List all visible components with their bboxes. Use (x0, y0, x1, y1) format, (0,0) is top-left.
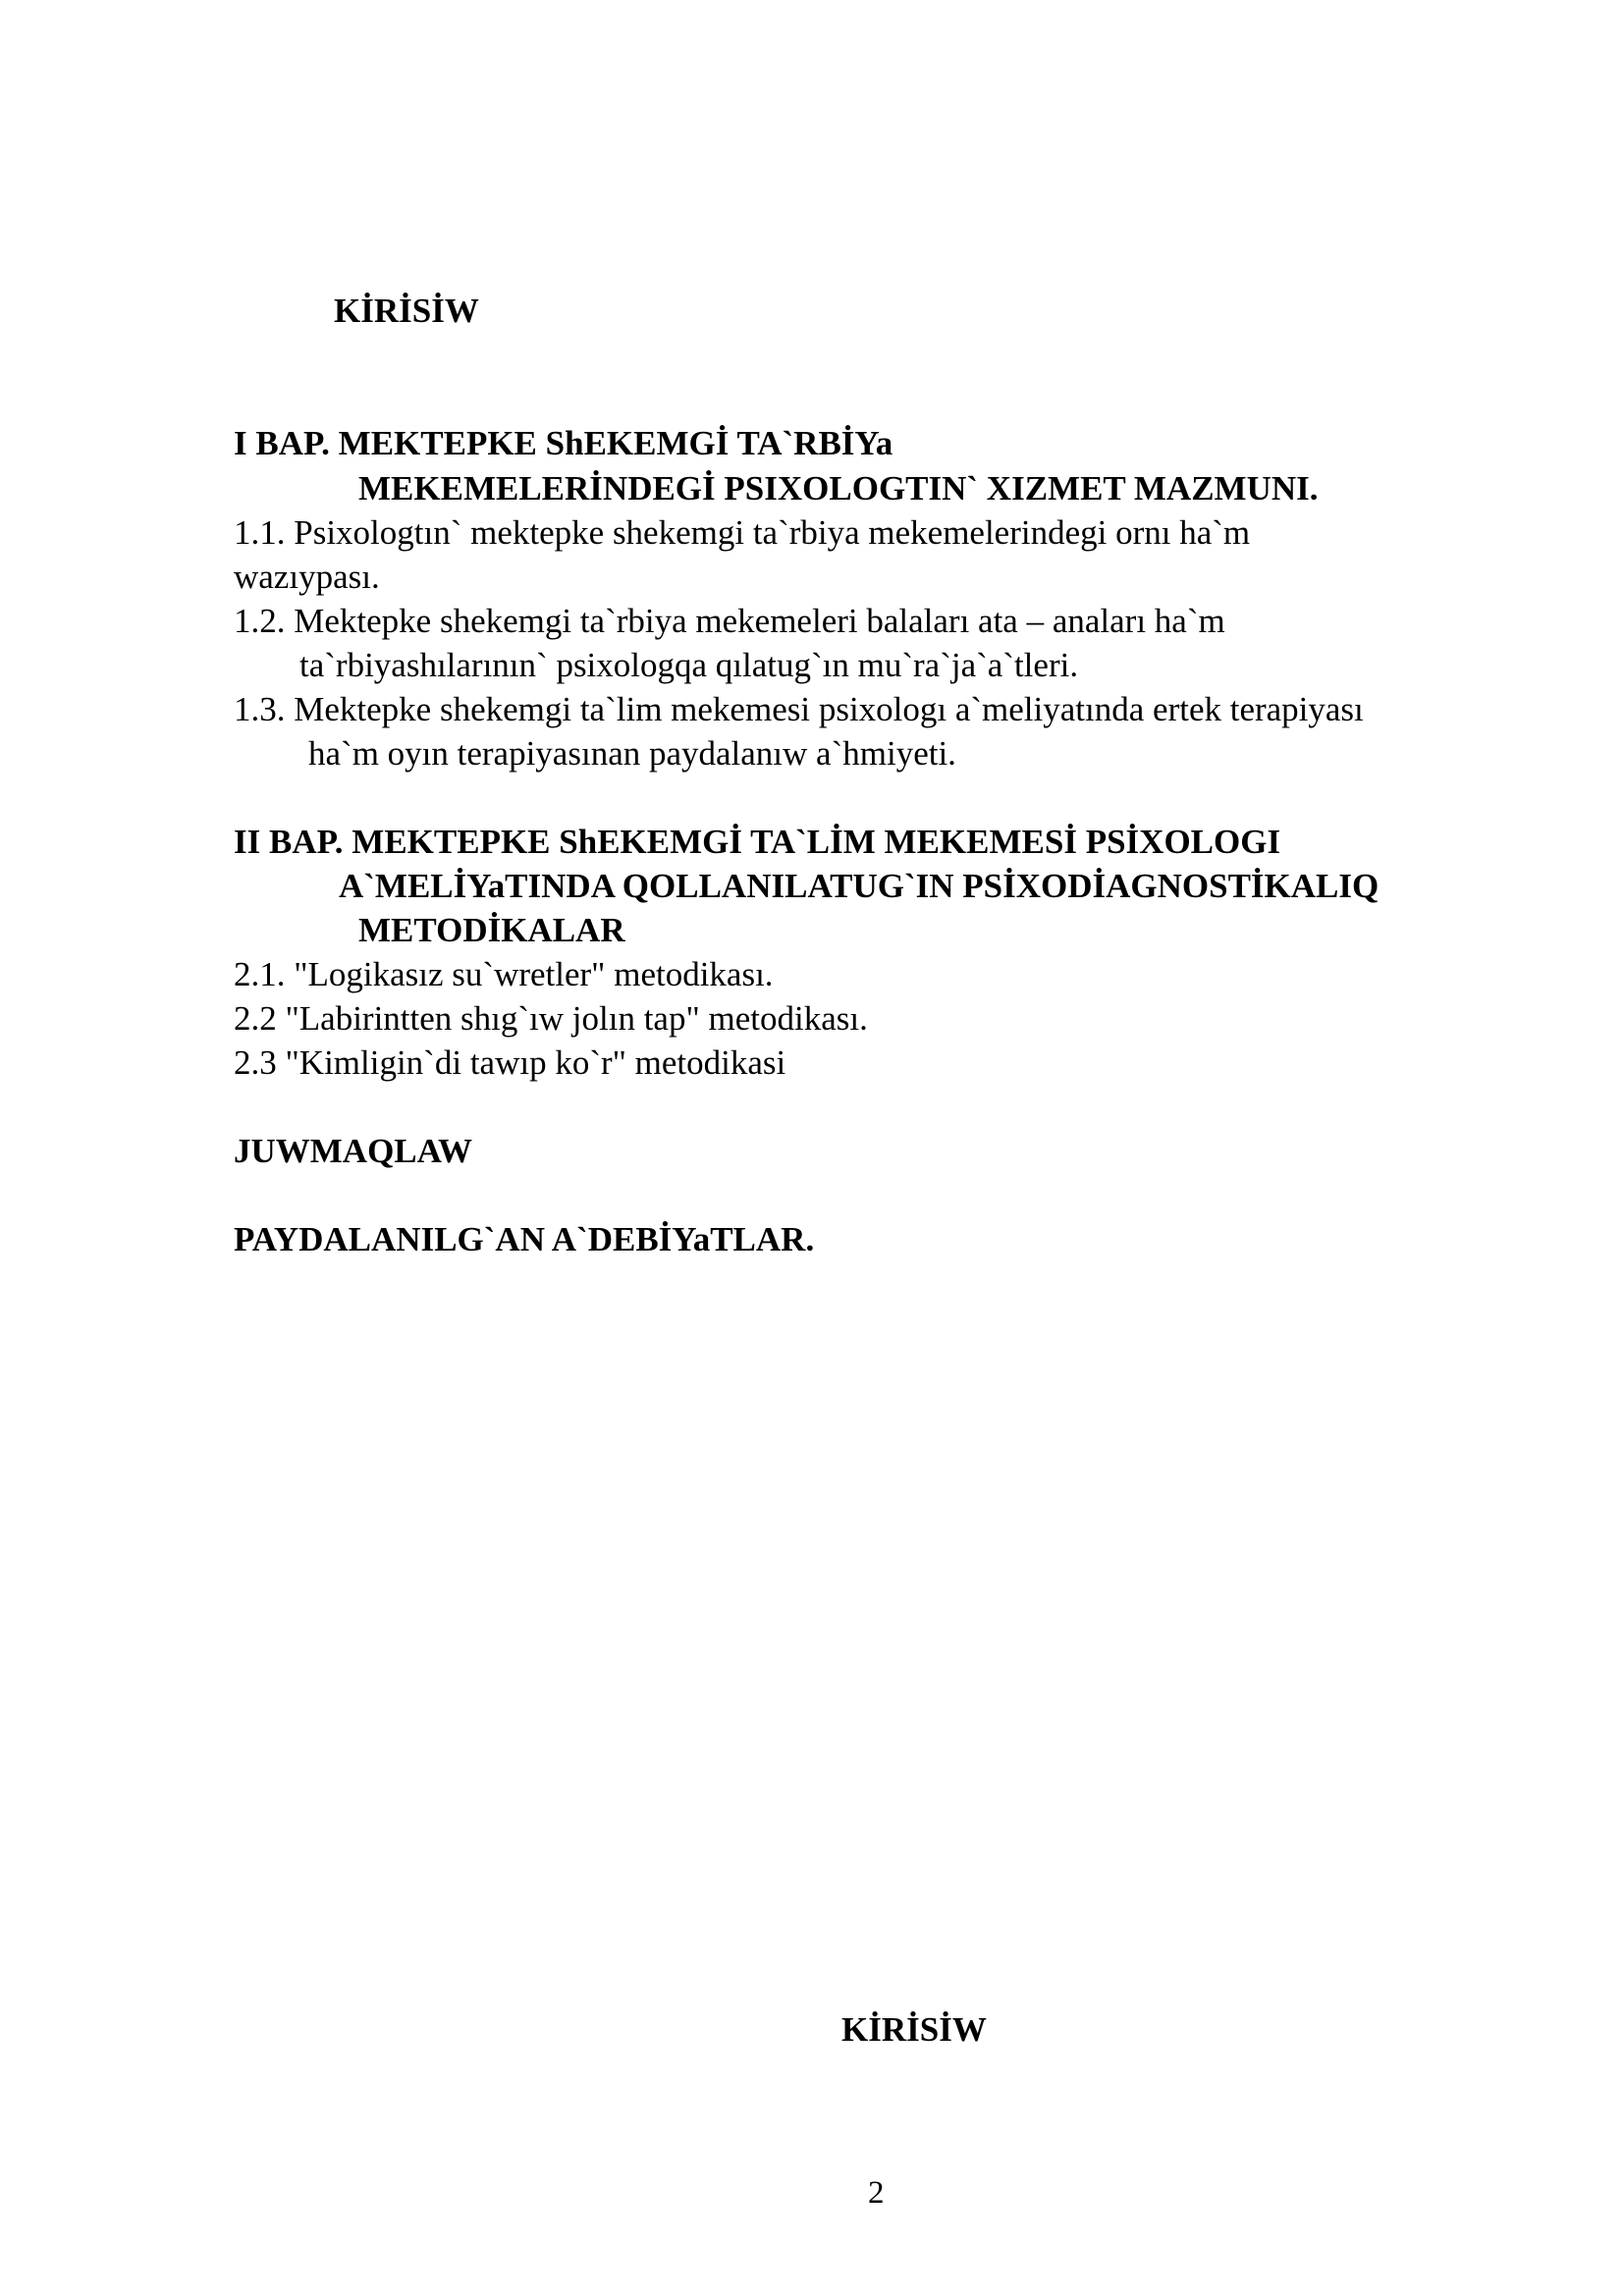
toc-chapter2-title-line1: II BAP. MEKTEPKE ShEKEMGİ TA`LİM MEKEMESİ PSİXOLOGI (234, 823, 1281, 861)
toc-chapter1-title-line1: I BAP. MEKTEPKE ShEKEMGİ TA`RBİYa (234, 424, 893, 462)
toc-conclusion: JUWMAQLAW (234, 1132, 473, 1170)
toc-item-1-1-line1: 1.1. Psixologtın` mektepke shekemgi ta`rbiya mekemelerindegi ornı ha`m (234, 513, 1251, 552)
section-heading: KİRİSİW (841, 2010, 987, 2049)
toc-item-1-3-line1: 1.3. Mektepke shekemgi ta`lim mekemesi psixologı a`meliyatında ertek terapiyası (234, 690, 1364, 728)
toc-references: PAYDALANILG`AN A`DEBİYaTLAR. (234, 1220, 815, 1258)
toc-intro: KİRİSİW (334, 292, 479, 330)
page-number: 2 (868, 2175, 885, 2211)
toc-item-2-2: 2.2 "Labirintten shıg`ıw jolın tap" metodikası. (234, 999, 868, 1038)
toc-item-2-3: 2.3 "Kimligin`di tawıp ko`r" metodikasi (234, 1043, 786, 1082)
toc-chapter1-title-line2: MEKEMELERİNDEGİ PSIXOLOGTIN` XIZMET MAZMUNI. (358, 469, 1319, 507)
toc-item-1-2-line2: ta`rbiyashılarının` psixologqa qılatug`ın mu`ra`ja`a`tleri. (299, 646, 1079, 684)
toc-item-2-1: 2.1. "Logikasız su`wretler" metodikası. (234, 955, 774, 993)
toc-item-1-1-line2: wazıypası. (234, 558, 380, 596)
toc-chapter2-title-line3: METODİKALAR (358, 911, 625, 949)
toc-chapter2-title-line2: A`MELİYaTINDA QOLLANILATUG`IN PSİXODİAGNOSTİKALIQ (339, 867, 1380, 905)
toc-item-1-3-line2: ha`m oyın terapiyasınan paydalanıw a`hmiyeti. (308, 734, 956, 773)
toc-item-1-2-line1: 1.2. Mektepke shekemgi ta`rbiya mekemeleri balaları ata – anaları ha`m (234, 602, 1225, 640)
